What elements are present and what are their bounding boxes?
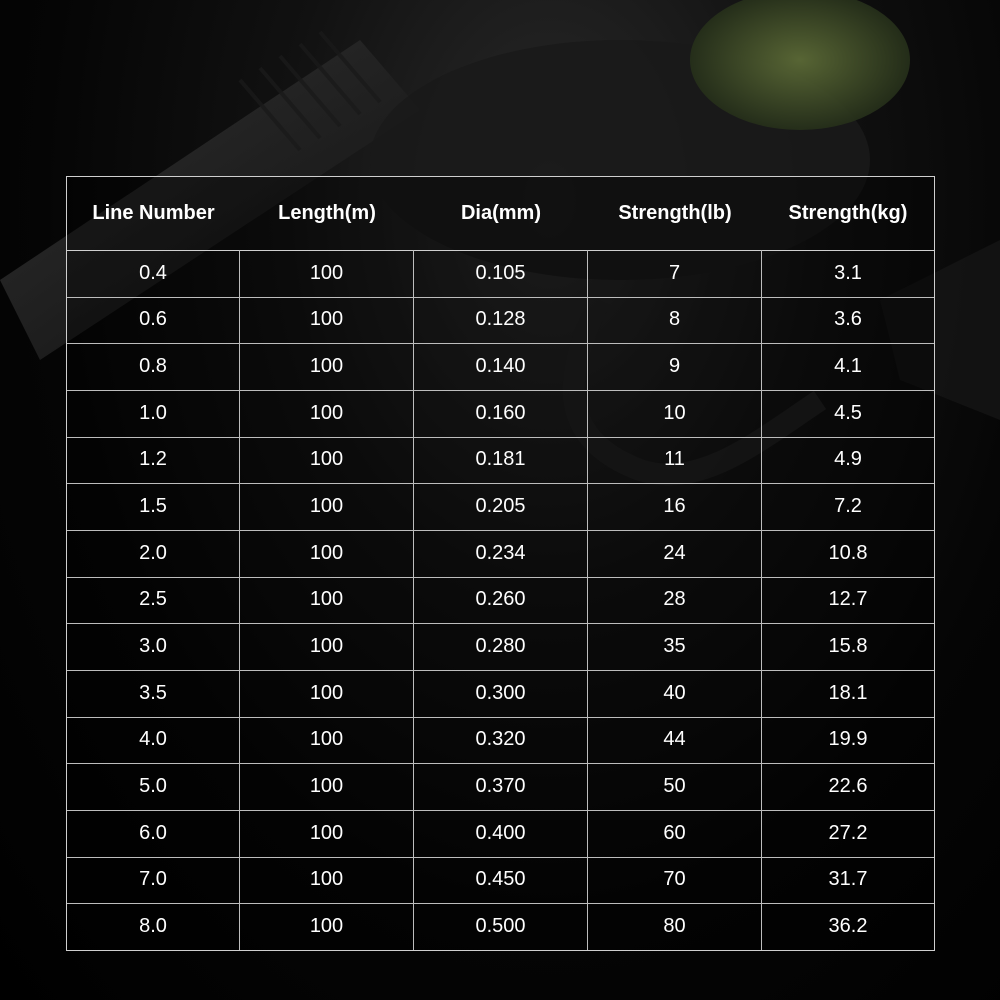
cell-strength-kg: 4.9 — [834, 448, 862, 471]
table-row — [67, 763, 934, 811]
table-row — [67, 577, 934, 625]
header-strength-lb: Strength(lb) — [618, 202, 732, 224]
cell-line-number: 3.5 — [67, 670, 240, 717]
table-row — [67, 437, 934, 485]
cell-length: 100 — [240, 483, 414, 530]
cell-strength-kg: 12.7 — [828, 588, 868, 611]
cell-diameter: 0.280 — [414, 623, 588, 670]
cell-strength-kg: 3.6 — [834, 308, 862, 331]
cell-strength-kg: 7.2 — [834, 495, 862, 518]
cell-strength-lb: 16 — [588, 483, 762, 530]
cell-strength-lb: 35 — [588, 623, 762, 670]
cell-strength-lb: 40 — [588, 670, 762, 717]
cell-strength-kg: 4.1 — [834, 355, 862, 378]
table-row — [67, 623, 934, 671]
cell-length: 100 — [240, 530, 414, 577]
cell-strength-lb: 44 — [588, 717, 762, 764]
cell-strength-kg: 3.1 — [834, 261, 862, 284]
cell-diameter: 0.181 — [414, 437, 588, 484]
cell-line-number: 7.0 — [67, 857, 240, 904]
cell-diameter: 0.140 — [414, 343, 588, 390]
cell-diameter: 0.450 — [414, 857, 588, 904]
cell-length: 100 — [240, 763, 414, 810]
cell-strength-kg: 19.9 — [828, 728, 868, 751]
cell-length: 100 — [240, 903, 414, 950]
header-strength-kg: Strength(kg) — [788, 202, 908, 224]
table-row — [67, 903, 934, 950]
cell-strength-lb: 70 — [588, 857, 762, 904]
table-row — [67, 530, 934, 578]
cell-line-number: 6.0 — [67, 810, 240, 857]
cell-line-number: 1.0 — [67, 390, 240, 437]
cell-diameter: 0.160 — [414, 390, 588, 437]
cell-strength-kg: 10.8 — [828, 541, 868, 564]
cell-diameter: 0.400 — [414, 810, 588, 857]
table-row — [67, 250, 934, 298]
cell-diameter: 0.500 — [414, 903, 588, 950]
cell-line-number: 8.0 — [67, 903, 240, 950]
table-row — [67, 670, 934, 718]
cell-line-number: 1.5 — [67, 483, 240, 530]
cell-line-number: 1.2 — [67, 437, 240, 484]
cell-strength-kg: 4.5 — [834, 401, 862, 424]
header-length: Length(m) — [278, 202, 376, 224]
cell-diameter: 0.300 — [414, 670, 588, 717]
cell-length: 100 — [240, 343, 414, 390]
table-row — [67, 297, 934, 345]
cell-strength-lb: 80 — [588, 903, 762, 950]
cell-line-number: 0.6 — [67, 297, 240, 344]
cell-strength-lb: 11 — [588, 437, 762, 484]
table-header-row — [67, 177, 934, 251]
cell-length: 100 — [240, 717, 414, 764]
cell-length: 100 — [240, 297, 414, 344]
cell-length: 100 — [240, 857, 414, 904]
header-diameter: Dia(mm) — [460, 202, 541, 224]
table-row — [67, 810, 934, 858]
cell-line-number: 4.0 — [67, 717, 240, 764]
cell-strength-lb: 60 — [588, 810, 762, 857]
cell-length: 100 — [240, 250, 414, 297]
cell-line-number: 0.8 — [67, 343, 240, 390]
cell-line-number: 5.0 — [67, 763, 240, 810]
cell-line-number: 2.5 — [67, 577, 240, 624]
cell-diameter: 0.105 — [414, 250, 588, 297]
cell-length: 100 — [240, 810, 414, 857]
cell-length: 100 — [240, 577, 414, 624]
cell-diameter: 0.370 — [414, 763, 588, 810]
cell-strength-kg: 31.7 — [828, 868, 868, 891]
cell-strength-lb: 50 — [588, 763, 762, 810]
cell-strength-lb: 8 — [588, 297, 762, 344]
line-spec-table — [66, 176, 935, 951]
cell-strength-lb: 28 — [588, 577, 762, 624]
cell-line-number: 2.0 — [67, 530, 240, 577]
cell-line-number: 0.4 — [67, 250, 240, 297]
cell-strength-lb: 10 — [588, 390, 762, 437]
cell-line-number: 3.0 — [67, 623, 240, 670]
cell-strength-lb: 24 — [588, 530, 762, 577]
cell-strength-kg: 36.2 — [828, 915, 868, 938]
cell-length: 100 — [240, 670, 414, 717]
table-row — [67, 390, 934, 438]
cell-strength-kg: 22.6 — [828, 775, 868, 798]
cell-strength-lb: 7 — [588, 250, 762, 297]
header-line-number: Line Number — [92, 202, 215, 224]
cell-length: 100 — [240, 437, 414, 484]
cell-diameter: 0.234 — [414, 530, 588, 577]
cell-diameter: 0.320 — [414, 717, 588, 764]
cell-strength-lb: 9 — [588, 343, 762, 390]
cell-strength-kg: 18.1 — [828, 681, 868, 704]
table-row — [67, 483, 934, 531]
table-row — [67, 343, 934, 391]
cell-length: 100 — [240, 390, 414, 437]
table-row — [67, 857, 934, 905]
cell-length: 100 — [240, 623, 414, 670]
cell-strength-kg: 27.2 — [828, 821, 868, 844]
cell-diameter: 0.128 — [414, 297, 588, 344]
cell-strength-kg: 15.8 — [828, 635, 868, 658]
table-row — [67, 717, 934, 765]
cell-diameter: 0.260 — [414, 577, 588, 624]
cell-diameter: 0.205 — [414, 483, 588, 530]
